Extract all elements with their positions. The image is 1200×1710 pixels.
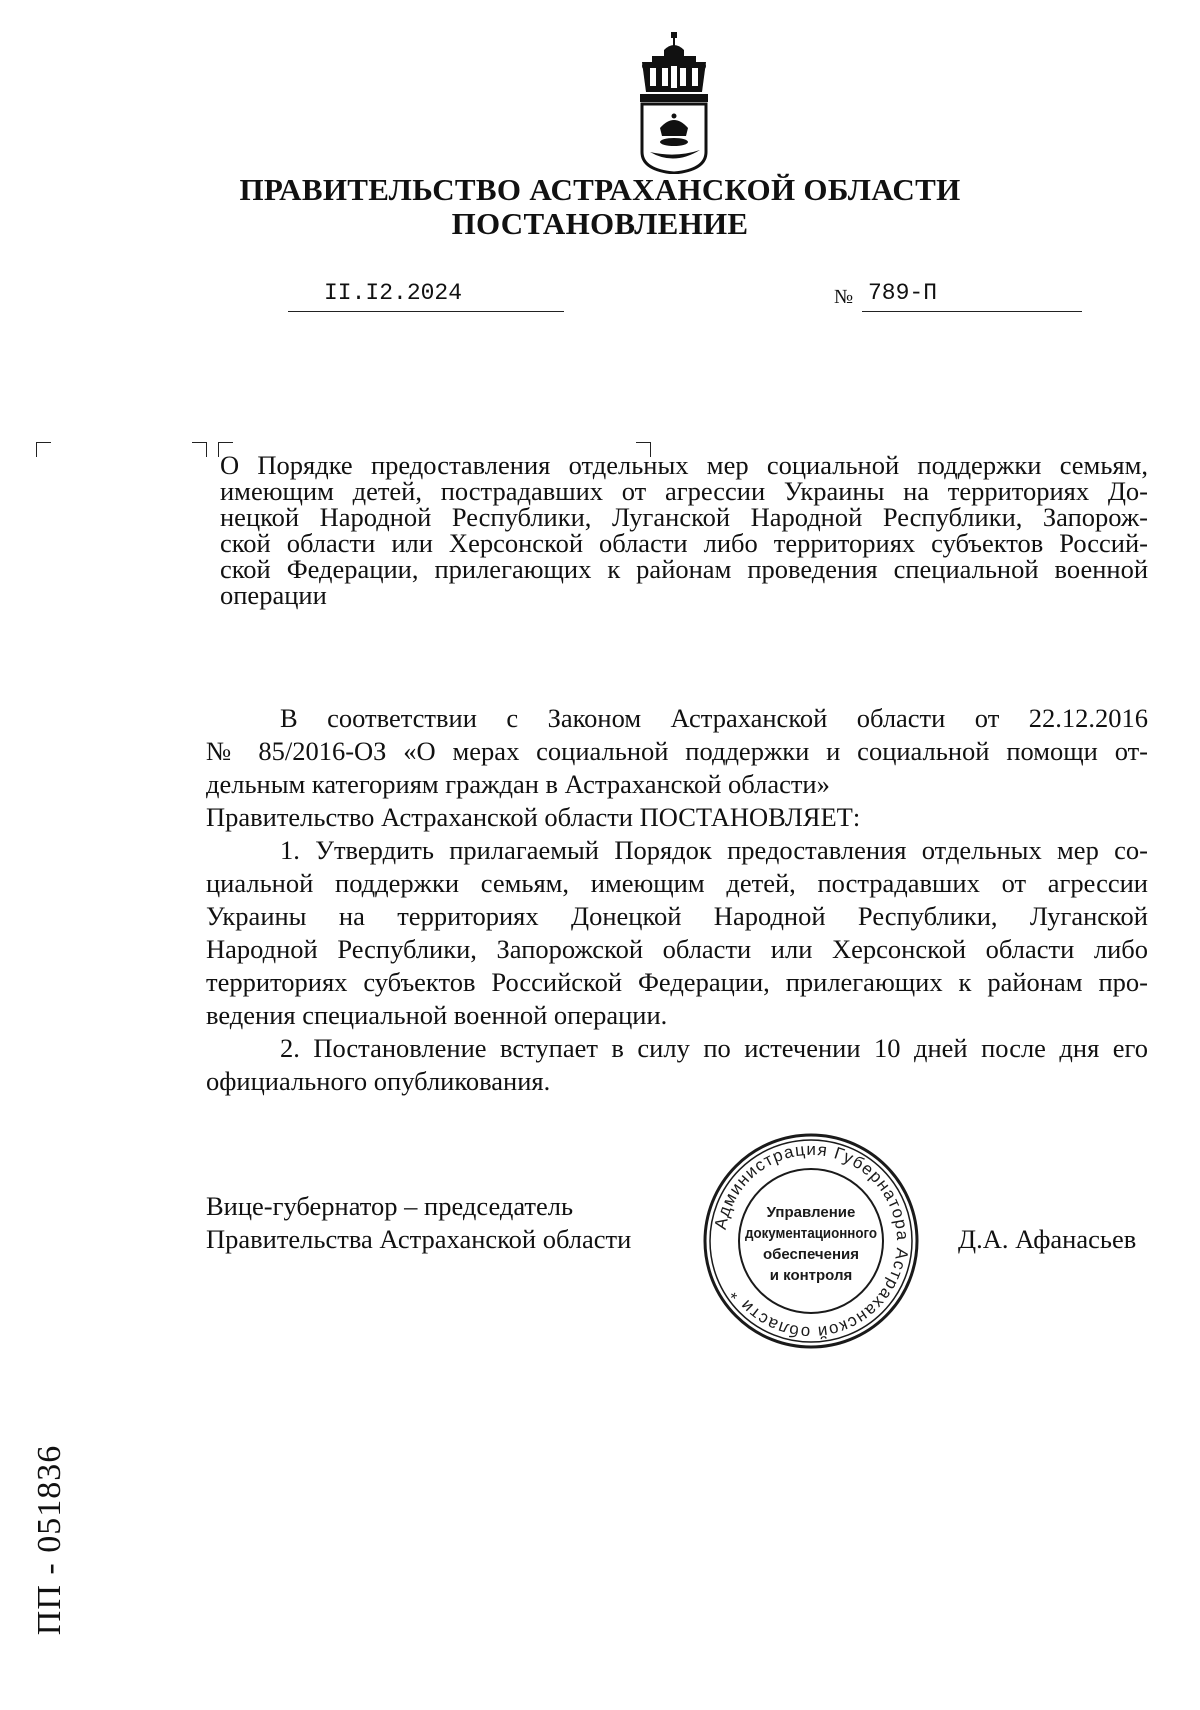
- official-stamp: [700, 1130, 922, 1352]
- title-line: ской Федерации, прилегающих к районам проведения специальной военной: [220, 554, 1148, 584]
- stamp-center-line: обеспечения: [762, 1246, 860, 1263]
- title-line: нецкой Народной Республики, Луганской Народной Республики, Запорож-: [220, 502, 1148, 532]
- resolves-line: Правительство Астраханской области ПОСТАНОВЛЯЕТ:: [206, 802, 861, 832]
- signatory-position: [206, 1190, 631, 1256]
- stamp-center-line: документационного: [745, 1225, 877, 1242]
- number-sign: №: [834, 286, 854, 308]
- title-line: ской области или Херсонской области либо территориях субъектов Россий-: [220, 528, 1148, 558]
- item1-line: циальной поддержки семьям, имеющим детей, пострадавших от агрессии: [206, 868, 1148, 898]
- document-number: 789-П: [862, 280, 1082, 312]
- position-line: Правительства Астраханской области: [206, 1224, 632, 1254]
- item2-line: официального опубликования.: [206, 1066, 551, 1096]
- title-line: операции: [220, 580, 327, 610]
- document-type-heading: ПОСТАНОВЛЕНИЕ: [451, 206, 749, 241]
- coat-of-arms-icon: [636, 32, 712, 174]
- government-heading: ПРАВИТЕЛЬСТВО АСТРАХАНСКОЙ ОБЛАСТИ: [239, 172, 961, 207]
- preamble-line: дельным категориям граждан в Астраханской области»: [206, 769, 830, 799]
- stamp-ring-text: Администрация Губернатора Астраханской области *: [710, 1139, 913, 1343]
- title-line: имеющим детей, пострадавших от агрессии Украины на территориях До-: [220, 476, 1148, 506]
- preamble-line: В соответствии с Законом Астраханской области от 22.12.2016: [280, 703, 1148, 733]
- document-date: II.I2.2024: [288, 280, 564, 312]
- corner-mark: [36, 442, 51, 457]
- corner-mark: [192, 442, 207, 457]
- preamble-line: № 85/2016-ОЗ «О мерах социальной поддержки и социальной помощи от-: [206, 736, 1148, 766]
- title-line: О Порядке предоставления отдельных мер социальной поддержки семьям,: [220, 450, 1148, 480]
- item2-line: 2. Постановление вступает в силу по истечении 10 дней после дня его: [280, 1033, 1148, 1063]
- resolution-body: [206, 702, 1148, 1098]
- signatory-name: Д.А. Афанасьев: [958, 1224, 1137, 1254]
- item1-line: Народной Республики, Запорожской области или Херсонской области либо: [206, 934, 1148, 964]
- item1-line: территориях субъектов Российской Федерации, прилегающих к районам про-: [206, 967, 1148, 997]
- resolution-title: [220, 452, 1148, 608]
- blank-serial-number: ПП - 051836: [31, 1444, 68, 1636]
- stamp-center-line: Управление: [766, 1204, 856, 1221]
- stamp-center-line: и контроля: [769, 1267, 853, 1284]
- item1-line: Украины на территориях Донецкой Народной Республики, Луганской: [206, 901, 1148, 931]
- item1-line: 1. Утвердить прилагаемый Порядок предоставления отдельных мер со-: [280, 835, 1148, 865]
- item1-line: ведения специальной военной операции.: [206, 1000, 668, 1030]
- position-line: Вице-губернатор – председатель: [206, 1191, 574, 1221]
